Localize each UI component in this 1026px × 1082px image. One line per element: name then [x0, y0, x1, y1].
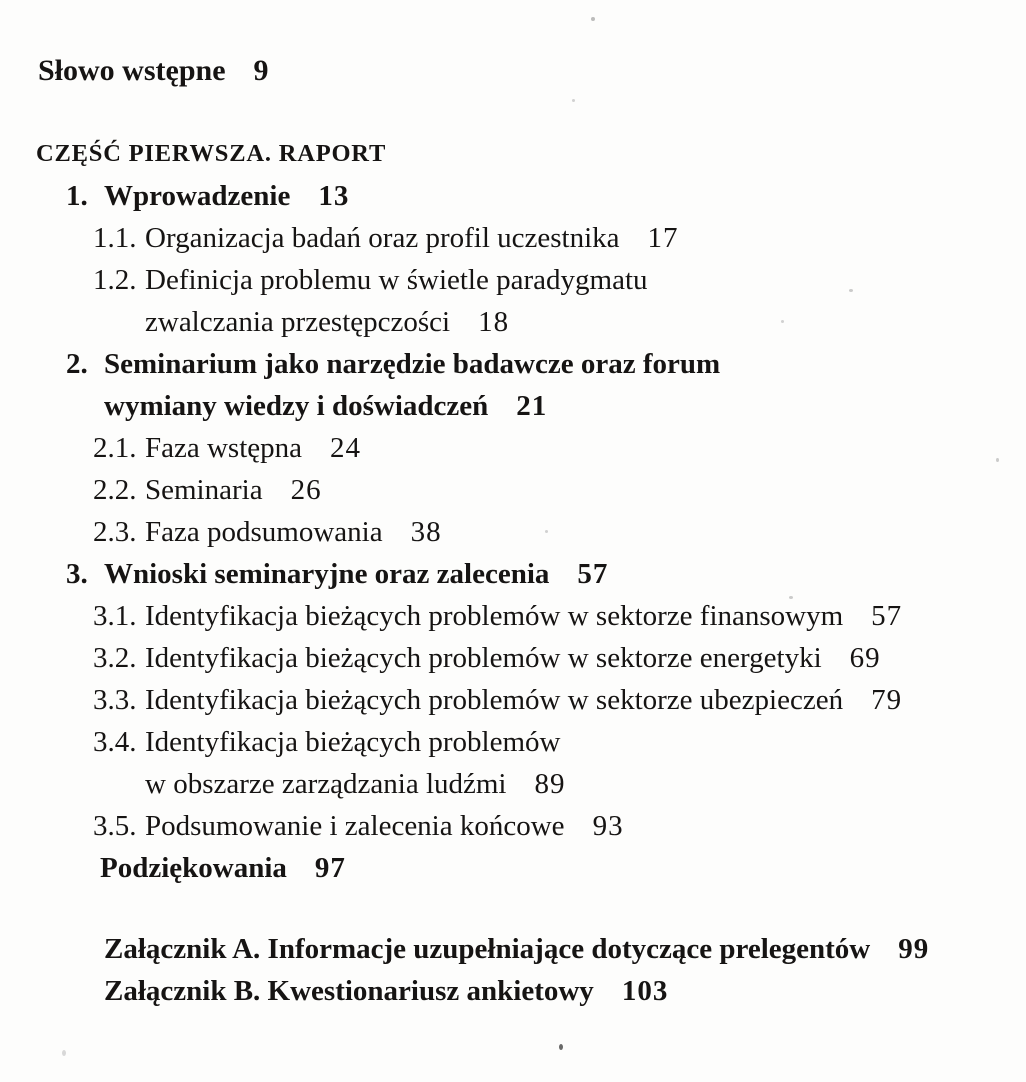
section-number: 2.1. — [93, 432, 137, 464]
section-number: 3.3. — [93, 684, 137, 716]
chapter-number: 3. — [66, 558, 88, 590]
section-title: Identyfikacja bieżących problemów w sektorze finansowym — [145, 600, 844, 632]
toc-section-entry-continuation — [0, 301, 1026, 343]
section-number: 2.2. — [93, 474, 137, 506]
chapter-title: Wnioski seminaryjne oraz zalecenia — [104, 558, 550, 590]
toc-section-entry — [0, 427, 1026, 469]
toc-chapter-entry — [0, 343, 1026, 385]
scan-speck — [781, 320, 784, 323]
preface-entry — [0, 50, 1026, 92]
toc-section-entry — [0, 805, 1026, 847]
scan-speck — [591, 17, 595, 21]
toc-section-entry — [0, 217, 1026, 259]
section-number: 3.4. — [93, 726, 137, 758]
section-page-number: 26 — [290, 474, 322, 506]
toc-section-entry — [0, 595, 1026, 637]
toc-chapter-entry — [0, 553, 1026, 595]
scan-speck — [996, 458, 999, 462]
toc-section-entry — [0, 259, 1026, 301]
section-title: Identyfikacja bieżących problemów — [145, 726, 561, 758]
section-number: 3.5. — [93, 810, 137, 842]
appendix-entry — [0, 928, 1026, 970]
section-title-line2: w obszarze zarządzania ludźmi — [145, 768, 507, 800]
section-title: Definicja problemu w świetle paradygmatu — [145, 264, 648, 296]
toc-section-entry-continuation — [0, 763, 1026, 805]
scan-speck — [849, 289, 853, 292]
section-page-number: 93 — [592, 810, 624, 842]
section-number: 3.1. — [93, 600, 137, 632]
chapter-title-line2: wymiany wiedzy i doświadczeń — [104, 390, 489, 422]
section-page-number: 18 — [478, 306, 510, 338]
scan-speck — [572, 99, 575, 102]
preface-label: Słowo wstępne — [38, 54, 226, 87]
toc-chapter-entry — [0, 175, 1026, 217]
acknowledgements-label: Podziękowania — [100, 852, 287, 884]
scan-speck — [545, 530, 548, 533]
part-heading: CZĘŚĆ PIERWSZA. RAPORT — [36, 140, 387, 167]
chapter-title: Wprowadzenie — [104, 180, 291, 212]
section-number: 3.2. — [93, 642, 137, 674]
toc-section-entry — [0, 679, 1026, 721]
chapter-title: Seminarium jako narzędzie badawcze oraz forum — [104, 348, 721, 380]
section-page-number: 57 — [871, 600, 903, 632]
section-page-number: 69 — [849, 642, 881, 674]
scan-speck — [62, 1050, 66, 1056]
chapter-page-number: 13 — [318, 180, 350, 212]
section-title: Identyfikacja bieżących problemów w sektorze ubezpieczeń — [145, 684, 844, 716]
chapter-page-number: 21 — [516, 390, 548, 422]
appendix-label: Załącznik A. Informacje uzupełniające dotyczące prelegentów — [104, 933, 871, 965]
acknowledgements-entry — [0, 847, 1026, 889]
appendix-page-number: 99 — [898, 933, 930, 965]
appendix-label: Załącznik B. Kwestionariusz ankietowy — [104, 975, 594, 1007]
section-number: 2.3. — [93, 516, 137, 548]
toc-section-entry — [0, 511, 1026, 553]
section-title: Faza podsumowania — [145, 516, 383, 548]
toc-section-entry — [0, 721, 1026, 763]
section-title: Faza wstępna — [145, 432, 303, 464]
section-title: Identyfikacja bieżących problemów w sektorze energetyki — [145, 642, 822, 674]
section-number: 1.2. — [93, 264, 137, 296]
section-page-number: 17 — [647, 222, 679, 254]
chapter-number: 2. — [66, 348, 88, 380]
section-title: Seminaria — [145, 474, 263, 506]
preface-page-number: 9 — [253, 54, 270, 87]
acknowledgements-page-number: 97 — [314, 852, 346, 884]
appendix-page-number: 103 — [621, 975, 669, 1007]
section-page-number: 24 — [330, 432, 362, 464]
section-title: Organizacja badań oraz profil uczestnika — [145, 222, 620, 254]
toc-chapter-entry-continuation — [0, 385, 1026, 427]
appendix-entry — [0, 970, 1026, 1012]
toc-section-entry — [0, 469, 1026, 511]
section-title-line2: zwalczania przestępczości — [145, 306, 451, 338]
section-page-number: 89 — [534, 768, 566, 800]
chapter-page-number: 57 — [577, 558, 609, 590]
section-title: Podsumowanie i zalecenia końcowe — [145, 810, 565, 842]
section-page-number: 79 — [871, 684, 903, 716]
chapter-number: 1. — [66, 180, 88, 212]
table-of-contents — [0, 50, 1026, 1012]
toc-section-entry — [0, 637, 1026, 679]
scan-speck — [559, 1044, 563, 1050]
section-page-number: 38 — [410, 516, 442, 548]
section-number: 1.1. — [93, 222, 137, 254]
scan-speck — [789, 596, 793, 599]
